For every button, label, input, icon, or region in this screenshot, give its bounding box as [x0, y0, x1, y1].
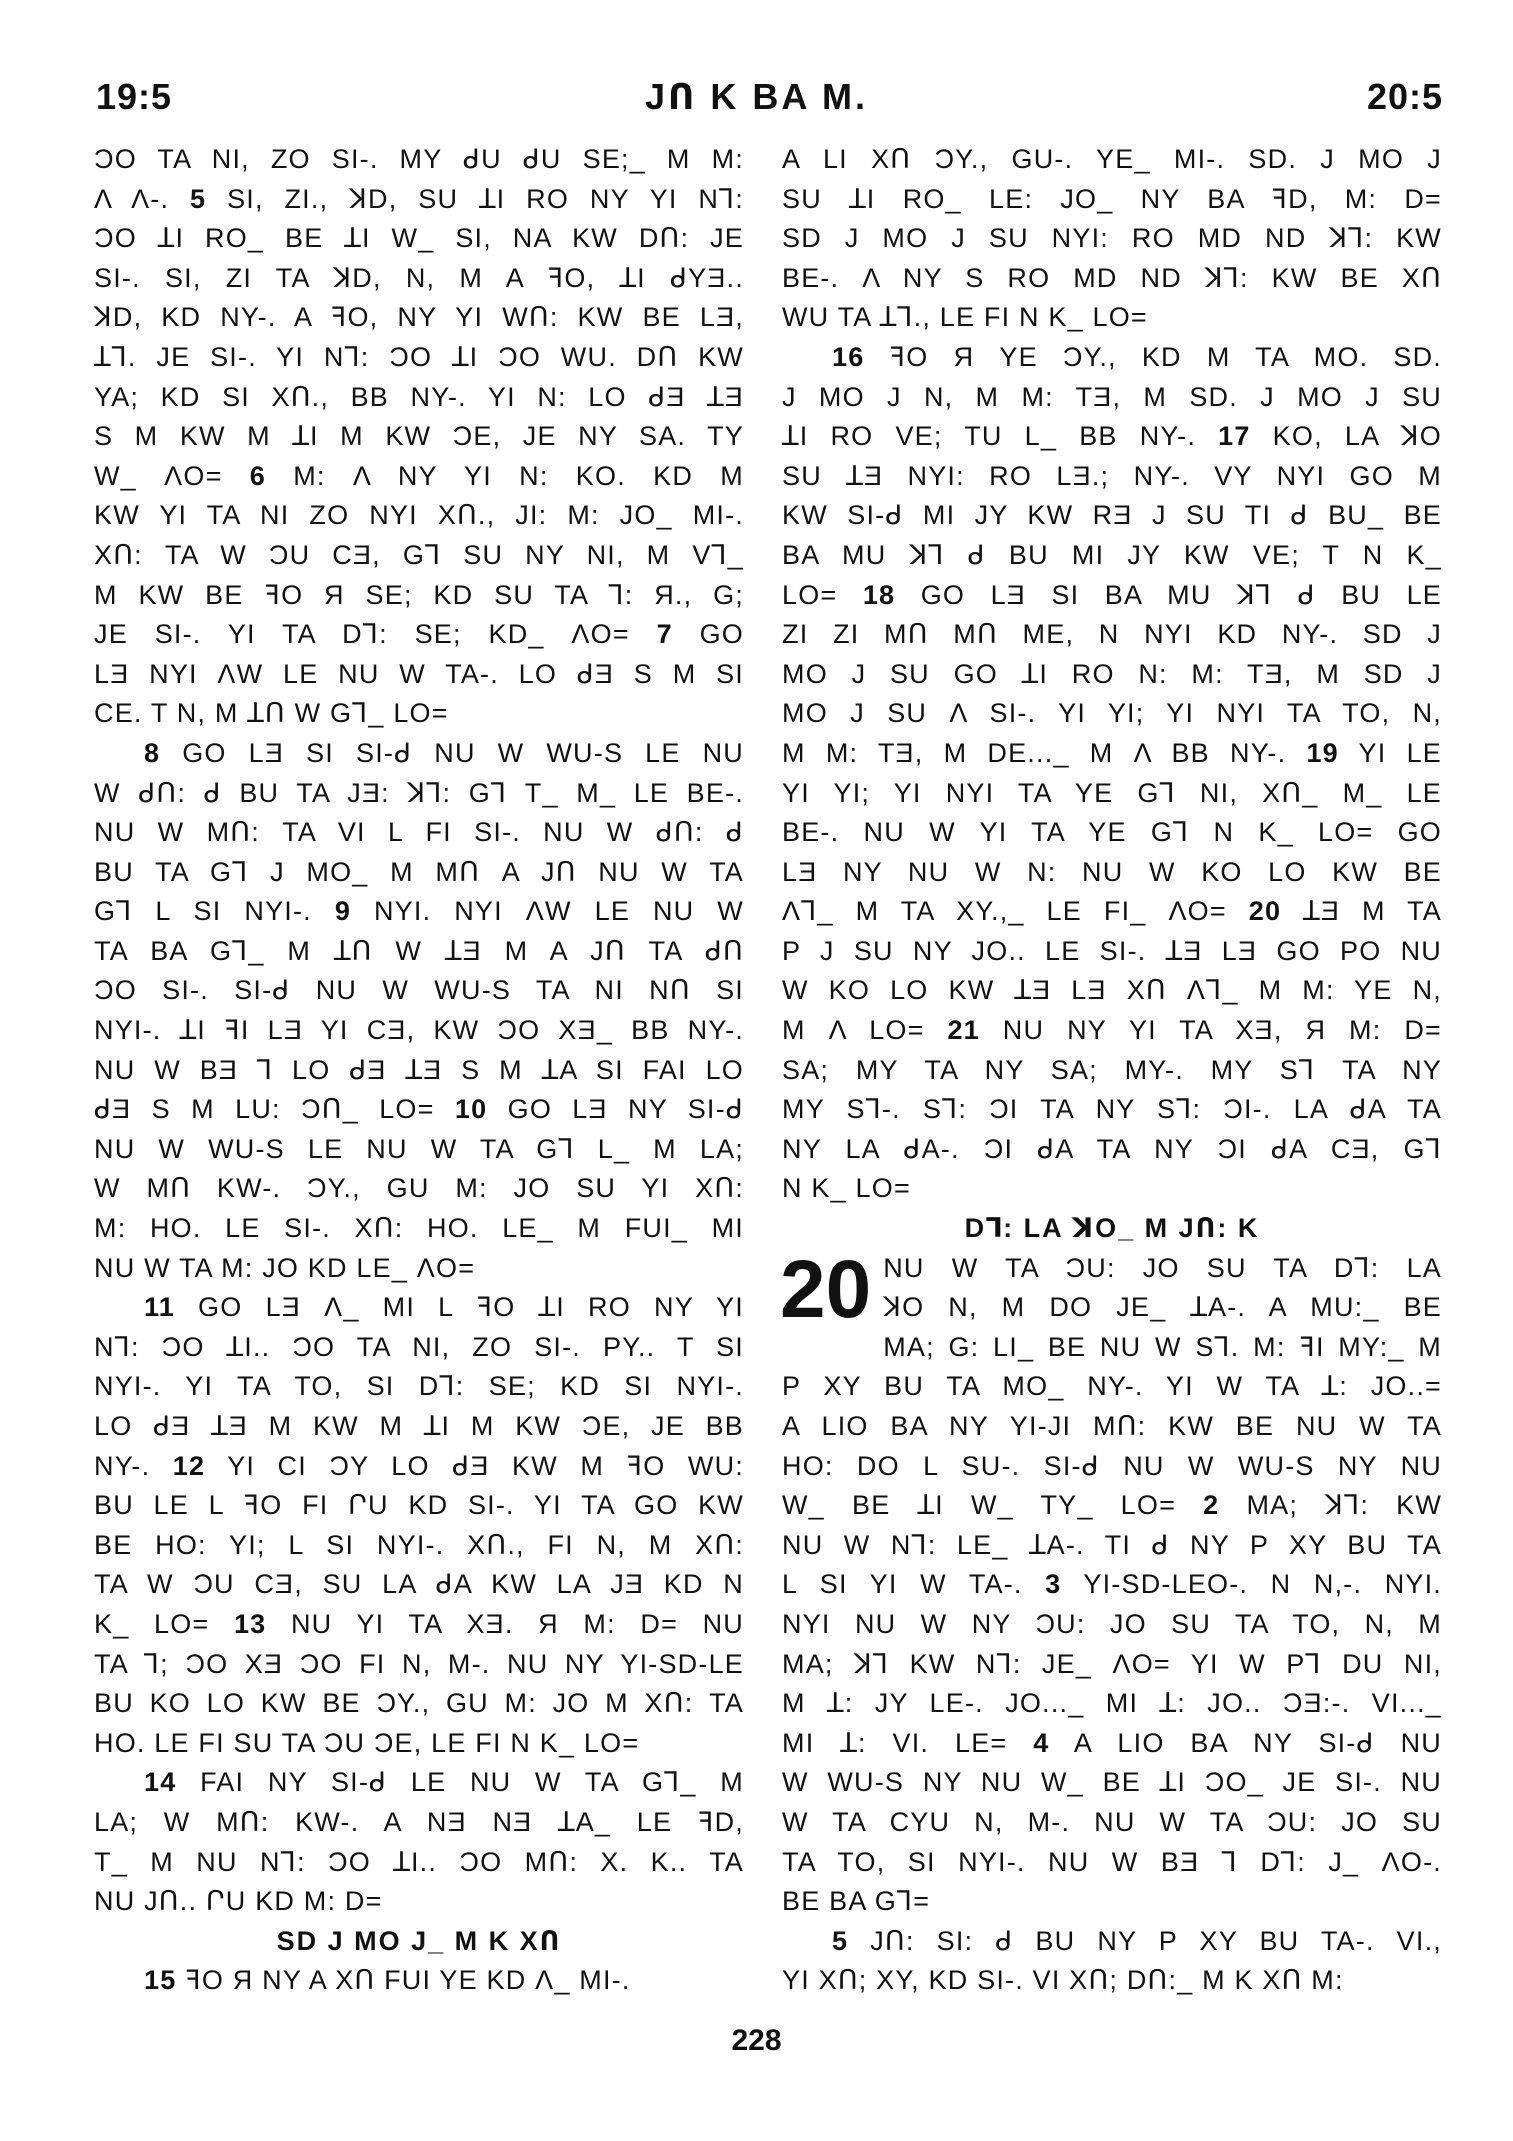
text-line: HO: DO L SU-. SI-ᑯ NU W WU-S NY NU: [782, 1450, 1442, 1481]
text-line: XՈ: TA W ƆU CƎ, Gꓶ SU NY NI, M Vꓶ_: [94, 539, 744, 570]
left-text-column: [94, 140, 744, 2001]
text-line: NY LA ᑯA-. ƆI ᑯA TA NY ƆI ᑯA CƎ, Gꓶ: [782, 1133, 1442, 1164]
text-line: ƆO SI-. SI-ᑯ NU W WU-S TA NI NՈ SI: [94, 975, 744, 1006]
text-line: W_ BE ꓕI W_ TY_ LO= 2 MA; ꓘꓶ: KW: [782, 1490, 1443, 1521]
chapter-paragraph: [780, 1243, 1443, 1922]
text-line: Λ Λ-. 5 SI, ZI., ꓘD, SU ꓕI RO NY YI Nꓶ:: [94, 183, 744, 214]
right-paragraphs: [782, 140, 1442, 1209]
text-line: 15 ꟻO Я NY A XՈ FUI YE KD Λ_ MI-.: [144, 1965, 631, 1996]
text-line: BU TA Gꓶ J MO_ M MՈ A JՈ NU W TA: [94, 856, 744, 887]
text-line: MY Sꓶ-. Sꓶ: ƆI TA NY Sꓶ: ƆI-. LA ᑯA TA: [782, 1094, 1442, 1125]
verse-number: 15: [144, 1965, 177, 1996]
text-line: S M KW M ꓕI M KW ƆE, JE NY SA. TY: [94, 421, 744, 452]
text-line: CE. T N, M ꓕՈ W Gꓶ_ LO=: [94, 698, 449, 729]
text-line: ꓕꓶ. JE SI-. YI Nꓶ: ƆO ꓕI ƆO WU. DՈ KW: [94, 341, 744, 372]
verse-number: 6: [249, 460, 266, 491]
text-line: ƆO ꓕI RO_ BE ꓕI W_ SI, NA KW DՈ: JE: [94, 223, 744, 254]
text-line: SI-. SI, ZI TA ꓘD, N, M A ꟻO, ꓕI ᑯYƎ..: [94, 262, 744, 293]
right-text-column: [782, 140, 1442, 2001]
verse-number: 17: [1218, 421, 1251, 452]
text-line: NYI-. ꓕI ꟻI LƎ YI CƎ, KW ƆO XƎ_ BB NY-.: [94, 1015, 744, 1046]
text-line: NU JՈ.. ՐU KD M: D=: [94, 1886, 383, 1917]
page-number: 228: [731, 2024, 782, 2057]
text-line: W WU-S NY NU W_ BE ꓕI ƆO_ JE SI-. NU: [782, 1767, 1442, 1798]
text-line: MO J SU GO ꓕI RO N: M: TƎ, M SD J: [782, 658, 1442, 689]
text-line: 14 FAI NY SI-ᑯ LE NU W TA Gꓶ_ M: [144, 1767, 744, 1798]
text-line: NU W TA ƆU: JO SU TA Dꓶ: LA: [883, 1252, 1442, 1283]
section-heading: SD J MO J_ M K XՈ: [276, 1925, 562, 1956]
text-line: M: HO. LE SI-. XՈ: HO. LE_ M FUI_ MI: [94, 1213, 744, 1244]
text-line: JE SI-. YI TA Dꓶ: SE; KD_ ΛO= 7 GO: [94, 619, 744, 650]
text-line: BE-. Λ NY S RO MD ND ꓘꓶ: KW BE XՈ: [782, 262, 1442, 293]
text-line: NY-. 12 YI CI ƆY LO ᑯƎ KW M ꟻO WU:: [94, 1450, 744, 1481]
paragraph: [782, 140, 1442, 338]
text-line: ƆO TA NI, ZO SI-. MY ᑯU ᑯU SE;_ M M:: [94, 144, 744, 174]
book-title: JՈ K BA M.: [645, 76, 868, 117]
paragraph: [94, 1288, 744, 1763]
verse-number: 21: [947, 1015, 980, 1046]
paragraph: [94, 1763, 744, 1921]
verse-number: 7: [656, 619, 673, 650]
chapter-number: 20: [780, 1243, 872, 1335]
text-line: A LI XՈ ƆY., GU-. YE_ MI-. SD. J MO J: [782, 144, 1442, 174]
text-line: P XY BU TA MO_ NY-. YI W TA ꓕ: JO..=: [782, 1371, 1442, 1402]
text-line: BA MU ꓘꓶ ᑯ BU MI JY KW VE; T N K_: [782, 539, 1442, 570]
text-line: MA; ꓘꓶ KW Nꓶ: JE_ ΛO= YI W Pꓶ DU NI,: [782, 1648, 1442, 1679]
verse-number: 16: [832, 341, 865, 372]
text-line: N K_ LO=: [782, 1173, 911, 1204]
verse-number: 11: [144, 1292, 175, 1323]
text-line: ZI ZI MՈ MՈ ME, N NYI KD NY-. SD J: [782, 619, 1442, 650]
text-line: SD J MO J SU NYI: RO MD ND ꓘꓶ: KW: [782, 223, 1442, 254]
text-line: Gꓶ L SI NYI-. 9 NYI. NYI ΛW LE NU W: [94, 896, 744, 927]
text-line: ꓘD, KD NY-. A ꟻO, NY YI WՈ: KW BE LƎ,: [94, 302, 744, 333]
verse-number: 8: [144, 737, 161, 768]
text-line: BU KO LO KW BE ƆY., GU M: JO M XՈ: TA: [94, 1688, 744, 1719]
verse-number: 5: [190, 183, 207, 214]
chapter-heading: Dꓶ: LA ꓘO_ M JՈ: K: [964, 1213, 1260, 1244]
text-line: Nꓶ: ƆO ꓕI.. ƆO TA NI, ZO SI-. PY.. T SI: [94, 1331, 744, 1362]
verse-number: 5: [832, 1925, 849, 1956]
text-line: MO J SU Λ SI-. YI YI; YI NYI TA TO, N,: [782, 698, 1442, 729]
verse-number: 12: [172, 1450, 206, 1481]
text-line: YI YI; YI NYI TA YE Gꓶ NI, XՈ_ M_ LE: [782, 777, 1442, 808]
text-line: TA TO, SI NYI-. NU W BƎ ꓶ Dꓶ: J_ ΛO-.: [782, 1846, 1442, 1877]
text-line: LO ᑯƎ ꓕƎ M KW M ꓕI M KW ƆE, JE BB: [94, 1411, 744, 1441]
text-line: NYI-. YI TA TO, SI Dꓶ: SE; KD SI NYI-.: [94, 1371, 744, 1402]
text-line: J MO J N, M M: TƎ, M SD. J MO J SU: [782, 381, 1442, 412]
text-line: HO. LE FI SU TA ƆU ƆE, LE FI N K_ LO=: [94, 1727, 640, 1758]
text-line: W ᑯՈ: ᑯ BU TA JƎ: ꓘꓶ: Gꓶ T_ M_ LE BE-.: [94, 777, 744, 808]
text-line: M M: TƎ, M DE..._ M Λ BB NY-. 19 YI LE: [782, 737, 1442, 768]
text-line: Λꓶ_ M TA XY.,_ LE FI_ ΛO= 20 ꓕƎ M TA: [782, 896, 1442, 927]
text-line: NU W Nꓶ: LE_ ꓕA-. TI ᑯ NY P XY BU TA: [782, 1529, 1442, 1560]
text-line: M KW BE ꟻO Я SE; KD SU TA ꓶ: Я., G;: [94, 579, 744, 610]
header-right-reference: 20:5: [1366, 76, 1443, 117]
text-line: BU LE L ꟻO FI ՐU KD SI-. YI TA GO KW: [94, 1490, 744, 1521]
text-line: P J SU NY JO.. LE SI-. ꓕƎ LƎ GO PO NU: [782, 935, 1442, 966]
verse-number: 9: [334, 896, 352, 927]
text-line: 8 GO LƎ SI SI-ᑯ NU W WU-S LE NU: [144, 737, 744, 768]
text-line: ꓕI RO VE; TU L_ BB NY-. 17 KO, LA ꓘO: [782, 421, 1442, 452]
text-line: TA ꓶ; ƆO XƎ ƆO FI N, M-. NU NY YI-SD-LE: [94, 1648, 744, 1679]
text-line: K_ LO= 13 NU YI TA XƎ. Я M: D= NU: [94, 1608, 745, 1639]
text-line: NU W MՈ: TA VI L FI SI-. NU W ᑯՈ: ᑯ: [94, 817, 744, 848]
left-paragraphs: [94, 140, 744, 1922]
paragraph: [782, 338, 1442, 1209]
text-line: LA; W MՈ: KW-. A NƎ NƎ ꓕA_ LE ꟻD,: [94, 1806, 744, 1837]
text-line: ꓘO N, M DO JE_ ꓕA-. A MU:_ BE: [883, 1292, 1442, 1323]
verse-number: 20: [1248, 896, 1282, 927]
verse-number: 4: [1033, 1727, 1050, 1758]
text-line: NU W BƎ ꓶ LO ᑯƎ ꓕƎ S M ꓕA SI FAI LO: [94, 1054, 744, 1085]
text-line: L SI YI W TA-. 3 YI-SD-LEO-. N N,-. NYI.: [782, 1569, 1442, 1600]
text-line: BE BA Gꓶ=: [782, 1886, 931, 1917]
text-line: BE-. NU W YI TA YE Gꓶ N K_ LO= GO: [782, 817, 1442, 848]
text-line: TA BA Gꓶ_ M ꓕՈ W ꓕƎ M A JՈ TA ᑯՈ: [94, 935, 744, 966]
text-line: SA; MY TA NY SA; MY-. MY Sꓶ TA NY: [782, 1054, 1442, 1085]
text-line: ᑯƎ S M LU: ƆՈ_ LO= 10 GO LƎ NY SI-ᑯ: [94, 1094, 744, 1125]
text-line: W KO LO KW ꓕƎ LƎ XՈ Λꓶ_ M M: YE N,: [782, 975, 1442, 1006]
text-line: WU TA ꓕꓶ., LE FI N K_ LO=: [782, 302, 1148, 333]
text-line: T_ M NU Nꓶ: ƆO ꓕI.. ƆO MՈ: X. K.. TA: [94, 1846, 744, 1877]
text-line: W_ ΛO= 6 M: Λ NY YI N: KO. KD M: [94, 460, 744, 491]
text-line: SU ꓕI RO_ LE: JO_ NY BA ꟻD, M: D=: [782, 183, 1442, 214]
paragraph: [94, 734, 744, 1288]
verse-number: 14: [144, 1767, 177, 1798]
text-line: A LIO BA NY YI-JI MՈ: KW BE NU W TA: [782, 1411, 1442, 1441]
text-line: KW SI-ᑯ MI JY KW RƎ J SU TI ᑯ BU_ BE: [782, 500, 1442, 531]
verse-number: 10: [454, 1094, 488, 1125]
text-line: LƎ NYI ΛW LE NU W TA-. LO ᑯƎ S M SI: [94, 658, 744, 689]
text-line: NYI NU W NY ƆU: JO SU TA TO, N, M: [782, 1608, 1442, 1639]
paragraph: [94, 140, 744, 734]
verse-number: 19: [1306, 737, 1339, 768]
verse-number: 13: [233, 1608, 267, 1639]
text-line: YI XՈ; XY, KD SI-. VI XՈ; DՈ:_ M K XՈ M:: [782, 1965, 1344, 1996]
header-left-reference: 19:5: [96, 76, 173, 117]
text-line: TA W ƆU CƎ, SU LA ᑯA KW LA JƎ KD N: [94, 1569, 744, 1600]
text-line: LO= 18 GO LƎ SI BA MU ꓘꓶ ᑯ BU LE: [782, 579, 1442, 610]
text-line: W MՈ KW-. ƆY., GU M: JO SU YI XՈ:: [94, 1173, 744, 1204]
text-line: YA; KD SI XՈ., BB NY-. YI N: LO ᑯƎ ꓕƎ: [94, 381, 744, 412]
text-line: KW YI TA NI ZO NYI XՈ., JI: M: JO_ MI-.: [94, 500, 744, 531]
verse-number: 18: [862, 579, 896, 610]
text-line: W TA CYU N, M-. NU W TA ƆU: JO SU: [782, 1806, 1442, 1837]
text-line: 16 ꟻO Я YE ƆY., KD M TA MO. SD.: [832, 341, 1442, 372]
text-line: 11 GO LƎ Λ_ MI L ꟻO ꓕI RO NY YI: [144, 1292, 744, 1323]
text-line: M ꓕ: JY LE-. JO..._ MI ꓕ: JO.. ƆƎ:-. VI..._: [782, 1688, 1442, 1719]
text-line: LƎ NY NU W N: NU W KO LO KW BE: [782, 856, 1442, 887]
text-line: 5 JՈ: SI: ᑯ BU NY P XY BU TA-. VI.,: [832, 1925, 1442, 1956]
verse-number: 3: [1045, 1569, 1062, 1600]
text-line: NU W WU-S LE NU W TA Gꓶ L_ M LA;: [94, 1133, 744, 1164]
text-line: MI ꓕ: VI. LE= 4 A LIO BA NY SI-ᑯ NU: [782, 1727, 1442, 1758]
text-line: BE HO: YI; L SI NYI-. XՈ., FI N, M XՈ:: [94, 1529, 744, 1560]
text-line: MA; G: LI_ BE NU W Sꓶ. M: ꟻI MY:_ M: [883, 1331, 1442, 1362]
text-line: M Λ LO= 21 NU NY YI TA XƎ, Я M: D=: [782, 1015, 1442, 1046]
text-line: SU ꓕƎ NYI: RO LƎ.; NY-. VY NYI GO M: [782, 460, 1442, 491]
verse-number: 2: [1203, 1490, 1220, 1521]
chapter-block: [780, 1243, 1443, 1922]
left-after-heading: [94, 1961, 744, 2001]
text-line: NU W TA M: JO KD LE_ ΛO=: [94, 1252, 476, 1283]
chapter-paragraph: [782, 1922, 1442, 2001]
